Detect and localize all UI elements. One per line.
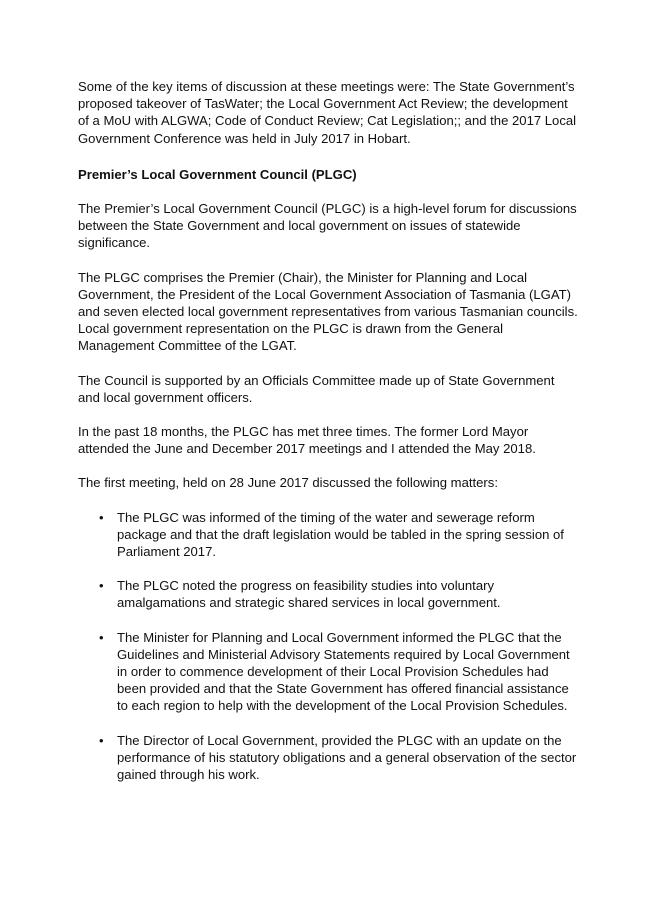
paragraph-meetings-held: In the past 18 months, the PLGC has met three times. The former Lord Mayor attended the June and December 2017 meetings and I attended the May 2018. (78, 424, 536, 457)
list-item (78, 629, 578, 715)
list-item-text: The Director of Local Government, provided the PLGC with an update on the performance of his statutory obligations and a general observation of the sector gained through his work. (117, 732, 577, 783)
paragraph-officials-committee: The Council is supported by an Officials Committee made up of State Government and local government officers. (78, 372, 555, 405)
paragraph-plgc-definition: The Premier’s Local Government Council (PLGC) is a high-level forum for discussions between the State Government and local government on issues of statewide significance. (78, 201, 577, 251)
bullet-icon: • (99, 629, 104, 645)
list-item-text: The Minister for Planning and Local Government informed the PLGC that the Guidelines and Ministerial Advisory Statements required by Local Government in order to commence development of their Local Provision Schedules had been provided and that the State Government has offered financial assistance to each region to help with the development of the Local Provision Schedules. (117, 629, 570, 714)
matters-list (78, 509, 578, 784)
intro-paragraph: Some of the key items of discussion at these meetings were: The State Government’s proposed takeover of TasWater; the Local Government Act Review; the development of a MoU with ALGWA; Code of Conduct Review; Cat Legislation;; and the 2017 Local Government Conference was held in July 2017 in Hobart. (78, 79, 577, 146)
list-item (78, 577, 578, 611)
bullet-icon: • (99, 732, 104, 748)
paragraph-first-meeting: The first meeting, held on 28 June 2017 discussed the following matters: (78, 475, 498, 491)
list-item-text: The PLGC was informed of the timing of the water and sewerage reform package and that the draft legislation would be tabled in the spring session of Parliament 2017. (117, 509, 564, 560)
list-item-text: The PLGC noted the progress on feasibility studies into voluntary amalgamations and strategic shared services in local government. (117, 578, 501, 611)
section-heading: Premier’s Local Government Council (PLGC) (78, 166, 357, 182)
document-page (78, 78, 578, 800)
bullet-icon: • (99, 578, 104, 594)
list-item (78, 732, 578, 784)
paragraph-plgc-composition: The PLGC comprises the Premier (Chair), the Minister for Planning and Local Government, the President of the Local Government Association of Tasmania (LGAT) and seven elected local government representatives from various Tasmanian councils. Local government representation on the PLGC is drawn from the General Management Committee of the LGAT. (78, 269, 578, 354)
bullet-icon: • (99, 509, 104, 525)
list-item (78, 509, 578, 561)
